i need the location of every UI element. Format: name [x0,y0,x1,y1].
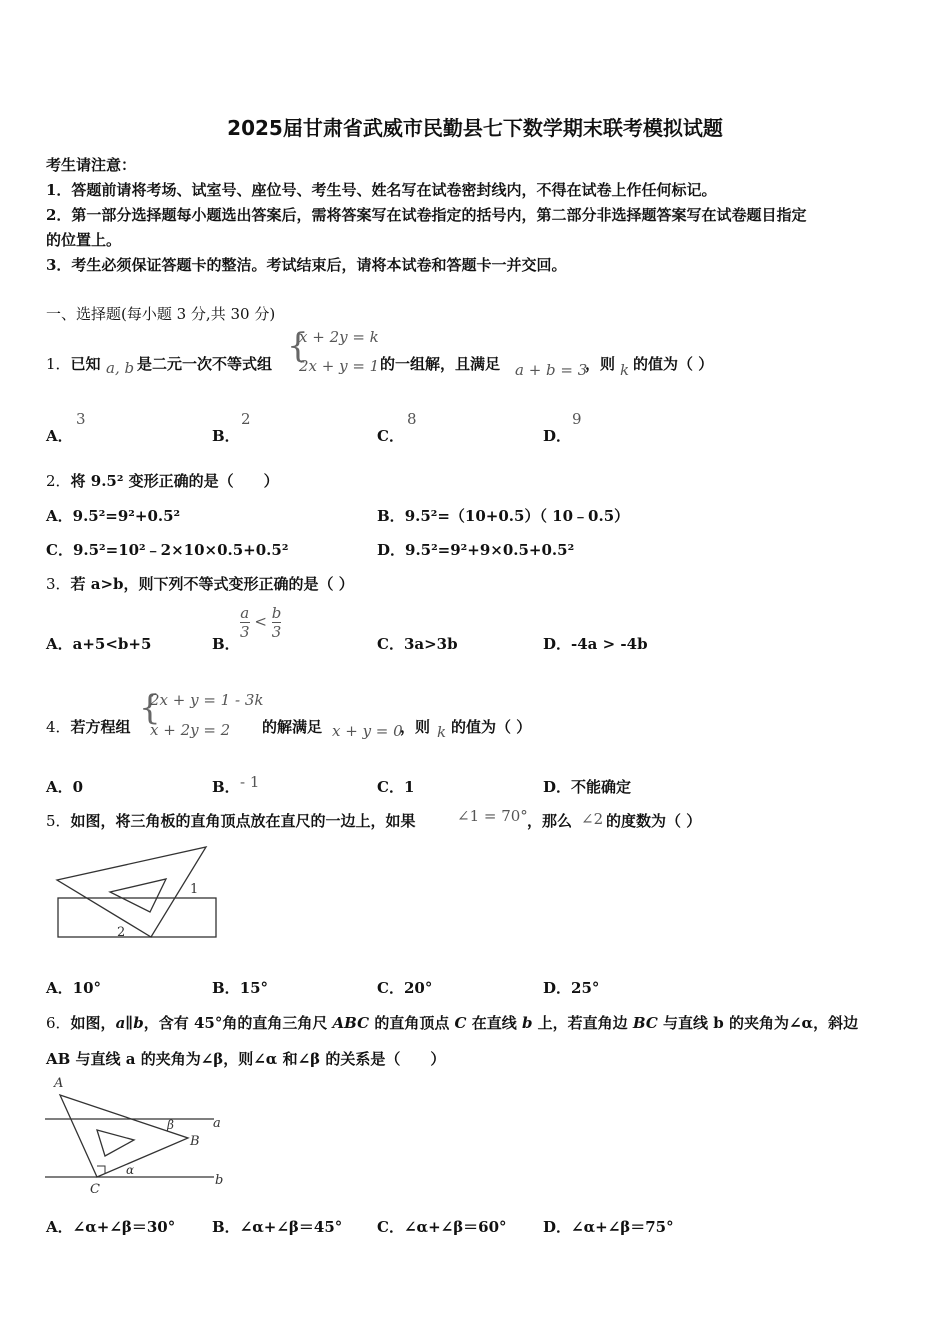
q3-text: 若 a>b，则下列不等式变形正确的是（ ） [70,575,354,593]
q5-option-d[interactable]: D．25° [543,979,600,997]
q1-option-b-label[interactable]: B． [212,427,240,445]
q2-number: 2． [46,472,71,490]
q5-text-3: 的度数为（ ） [606,812,702,830]
q6-option-a[interactable]: A．∠α+∠β＝30° [46,1218,176,1236]
q1-text-3: 的一组解，且满足 [380,355,501,373]
q1-option-d-value: 9 [572,410,582,428]
q6-label-a: a [213,1116,221,1131]
q5-angle: ∠1 = 70° [457,807,528,825]
q4-condition: x + y = 0 [332,722,403,740]
q4-option-b-value: - 1 [240,773,260,791]
q6-option-b[interactable]: B．∠α+∠β＝45° [212,1218,343,1236]
q1-vars: a, b [106,359,135,377]
q3-fraction-a: $\frac{a}{3}$ [240,604,250,641]
question-6-line-2: AB 与直线 a 的夹角为∠β，则∠α 和∠β 的关系是（ ） [46,1050,446,1068]
q1-option-c-label[interactable]: C． [377,427,404,445]
q1-k: k [620,361,630,379]
q5-number: 5． [46,812,71,830]
q6-label-C: C [90,1182,100,1197]
question-4 [46,716,131,737]
notice-heading: 考生请注意： [46,156,137,174]
triangle-inner [110,879,166,912]
q4-brace: { [139,688,161,728]
question-6-line-1: 6．如图，a∥b，含有 45°角的直角三角尺 ABC 的直角顶点 C 在直线 b 上，若直角边 BC 与直线 b 的夹角为∠α，斜边 [46,1014,859,1032]
section-heading: 一、选择题(每小题 3 分,共 30 分) [46,305,276,323]
q5-option-b[interactable]: B．15° [212,979,269,997]
right-angle-mark [97,1166,105,1174]
question-2 [46,470,279,491]
q5-text-1: 如图，将三角板的直角顶点放在直尺的一边上，如果 [70,812,416,830]
q5-text-2: ，那么 [527,812,573,830]
q1-text-1: 已知 [70,355,101,373]
q1-text-4: ，则 [585,355,616,373]
notice-item-1: 1．答题前请将考场、试室号、座位号、考生号、姓名写在试卷密封线内，不得在试卷上作任何标记。 [46,181,717,199]
q1-eq2: 2x + y = 1 [299,357,380,375]
q1-option-a-label[interactable]: A． [46,427,73,445]
q6-label-b: b [215,1173,224,1188]
q1-eq1: x + 2y = k [299,328,379,346]
question-3 [46,573,354,594]
q1-option-d-label[interactable]: D． [543,427,572,445]
q2-option-b[interactable]: B．9.5²=（10+0.5）（ 10﹣0.5） [377,507,630,525]
q6-label-beta: β [167,1118,174,1132]
q4-option-a[interactable]: A．0 [46,778,84,796]
q4-eq1: 2x + y = 1 - 3k [150,691,264,709]
q6-figure [42,1074,232,1199]
q6-triangle-outer [60,1095,188,1177]
q4-text-3: ，则 [400,718,431,736]
q6-number: 6． [46,1014,71,1032]
notice-item-2: 2．第一部分选择题每小题选出答案后，需将答案写在试卷指定的括号内，第二部分非选择题答案写在试卷题目指定 [46,206,807,224]
q3-option-b-label[interactable]: B． [212,635,240,653]
q2-text: 将 9.5² 变形正确的是（ ） [70,472,279,490]
q3-option-d[interactable]: D．-4a > -4b [543,635,648,653]
q3-option-c[interactable]: C．3a>3b [377,635,458,653]
q5-figure [50,842,225,942]
q5-fig-label-2: 2 [117,925,126,940]
q3-number: 3． [46,575,71,593]
q5-angle2: ∠2 [581,810,604,828]
notice-item-2-cont: 的位置上。 [46,231,122,249]
q1-option-b-value: 2 [241,410,251,428]
q4-eq2: x + 2y = 2 [150,721,231,739]
q1-option-c-value: 8 [407,410,417,428]
q6-label-B: B [190,1134,200,1149]
q2-option-a[interactable]: A．9.5²=9²+0.5² [46,507,181,525]
q4-text-2: 的解满足 [262,718,323,736]
notice-item-3: 3．考生必须保证答题卡的整洁。考试结束后，请将本试卷和答题卡一并交回。 [46,256,567,274]
q4-text-1: 若方程组 [70,718,131,736]
q6-triangle-inner [97,1130,134,1156]
q4-option-b-label[interactable]: B． [212,778,240,796]
q1-number: 1． [46,355,71,373]
q2-option-c[interactable]: C．9.5²=10²﹣2×10×0.5+0.5² [46,541,289,559]
q6-label-alpha: α [126,1163,135,1177]
question-1 [46,353,101,374]
q5-option-c[interactable]: C．20° [377,979,433,997]
q1-text-5: 的值为（ ） [633,355,714,373]
q3-option-b-math: $\frac{a}{3}$ < $\frac{b}{3}$ [240,604,282,641]
q6-label-A: A [54,1076,64,1091]
q1-text-2: 是二元一次不等式组 [137,355,273,373]
q1-condition: a + b = 3 [515,361,588,379]
q2-option-d[interactable]: D．9.5²=9²+9×0.5+0.5² [377,541,575,559]
q6-option-c[interactable]: C．∠α+∠β＝60° [377,1218,507,1236]
q4-k: k [437,723,447,741]
q1-option-a-value: 3 [76,410,86,428]
page-title: 2025届甘肃省武威市民勤县七下数学期末联考模拟试题 [227,116,723,140]
q4-number: 4． [46,718,71,736]
triangle-outer [57,847,206,937]
ruler [58,898,216,937]
q3-option-a[interactable]: A．a+5<b+5 [46,635,152,653]
q3-fraction-b: $\frac{b}{3}$ [271,604,282,641]
q4-option-c[interactable]: C．1 [377,778,415,796]
q4-option-d[interactable]: D．不能确定 [543,778,632,796]
q5-option-a[interactable]: A．10° [46,979,102,997]
q4-text-4: 的值为（ ） [451,718,532,736]
q6-option-d[interactable]: D．∠α+∠β＝75° [543,1218,674,1236]
question-5 [46,810,416,831]
q1-brace: { [287,326,309,366]
q5-fig-label-1: 1 [190,882,199,897]
